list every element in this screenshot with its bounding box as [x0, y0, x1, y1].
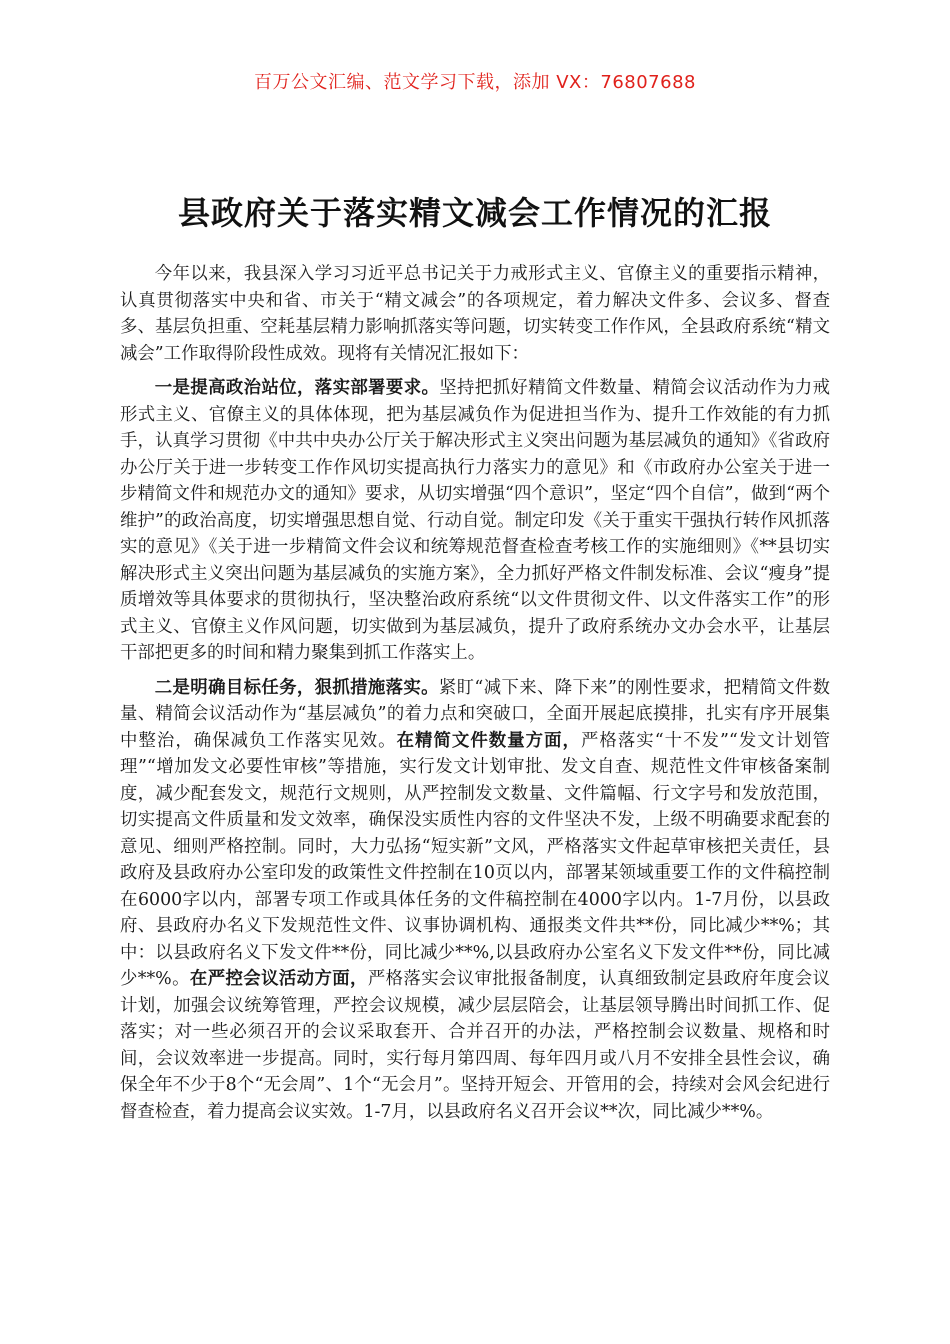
section-one-text: 坚持把抓好精简文件数量、精简会议活动作为力戒形式主义、官僚主义的具体体现，把为基层减负作为促进担当作为、提升工作效能的有力抓手，认真学习贯彻《中共中央办公厅关于解决形式主义突出问题为基层减负的通知》《省政府办公厅关于进一步转变工作作风切实提高执行力落实力的意见》和《市政府办公室关于进一步精简文件和规范办文的通知》要求，从切实增强“四个意识”，坚定“四个自信”，做到“两个维护”的政治高度，切实增强思想自觉、行动自觉。制定印发《关于重实干强执行转作风抓落实的意见》《关于进一步精简文件会议和统筹规范督查检查考核工作的实施细则》《**县切实解决形式主义突出问题为基层减负的实施方案》，全力抓好严格文件制发标准、会议“瘦身”提质增效等具体要求的贯彻执行，坚决整治政府系统“以文件贯彻文件、以文件落实工作”的形式主义、官僚主义作风问题，切实做到为基层减负，提升了政府系统办文办会水平，让基层干部把更多的时间和精力聚集到抓工作落实上。 — [120, 378, 830, 663]
section-two-text-a: 紧盯“减下来、降下来”的刚性要求，把精简文件数量、精简会议活动作为“基层减负”的着力点和突破口，全面开展起底摸排，扎实有序开展集中整治，确保减负工作落实见效。 — [120, 677, 830, 751]
section-two-subheading-meetings: 在严控会议活动方面， — [189, 969, 368, 989]
section-two-text-c: 严格落实会议审批报备制度，认真细致制定县政府年度会议计划，加强会议统筹管理，严控会议规模，减少层层陪会，让基层领导腾出时间抓工作、促落实；对一些必须召开的会议采取套开、合并召开的办法，严格控制会议数量、规格和时间，会议效率进一步提高。同时，实行每月第四周、每年四月或八月不安排全县性会议，确保全年不少于8个“无会周”、1个“无会月”。坚持开短会、开管用的会，持续对会风会纪进行督查检查，着力提高会议实效。1-7月，以县政府名义召开会议**次，同比减少**%。 — [120, 969, 830, 1122]
section-one-paragraph — [120, 375, 830, 667]
page-title: 县政府关于落实精文减会工作情况的汇报 — [177, 194, 772, 232]
section-two-paragraph — [120, 675, 830, 1126]
intro-paragraph: 今年以来，我县深入学习习近平总书记关于力戒形式主义、官僚主义的重要指示精神，认真贯彻落实中央和省、市关于“精文减会”的各项规定，着力解决文件多、会议多、督查多、基层负担重、空耗基层精力影响抓落实等问题，切实转变工作作风，全县政府系统“精文减会”工作取得阶段性成效。现将有关情况汇报如下： — [120, 264, 830, 364]
section-two-text-b: 严格落实“十不发”“发文计划管理”“增加发文必要性审核”等措施，实行发文计划审批、发文自查、规范性文件审核备案制度，减少配套发文，规范行文规则，从严控制发文数量、文件篇幅、行文字号和发放范围，切实提高文件质量和发文效率，确保没实质性内容的文件坚决不发，上级不明确要求配套的意见、细则严格控制。同时，大力弘扬“短实新”文风，严格落实文件起草审核把关责任，县政府及县政府办公室印发的政策性文件控制在10页以内，部署某领域重要工作的文件稿控制在6000字以内，部署专项工作或具体任务的文件稿控制在4000字以内。1-7月份，以县政府、县政府办名义下发规范性文件、议事协调机构、通报类文件共**份，同比减少**%；其中：以县政府名义下发文件**份，同比减少**%,以县政府办公室名义下发文件**份，同比减少**%。 — [120, 730, 830, 989]
section-two-heading: 二是明确目标任务，狠抓措施落实。 — [154, 677, 439, 698]
section-two-subheading-documents: 在精简文件数量方面， — [396, 730, 581, 751]
watermark-text: 百万公文汇编、范文学习下载，添加 VX：76807688 — [254, 72, 696, 93]
section-one-heading: 一是提高政治站位，落实部署要求。 — [154, 378, 440, 398]
document-body — [120, 261, 830, 1133]
